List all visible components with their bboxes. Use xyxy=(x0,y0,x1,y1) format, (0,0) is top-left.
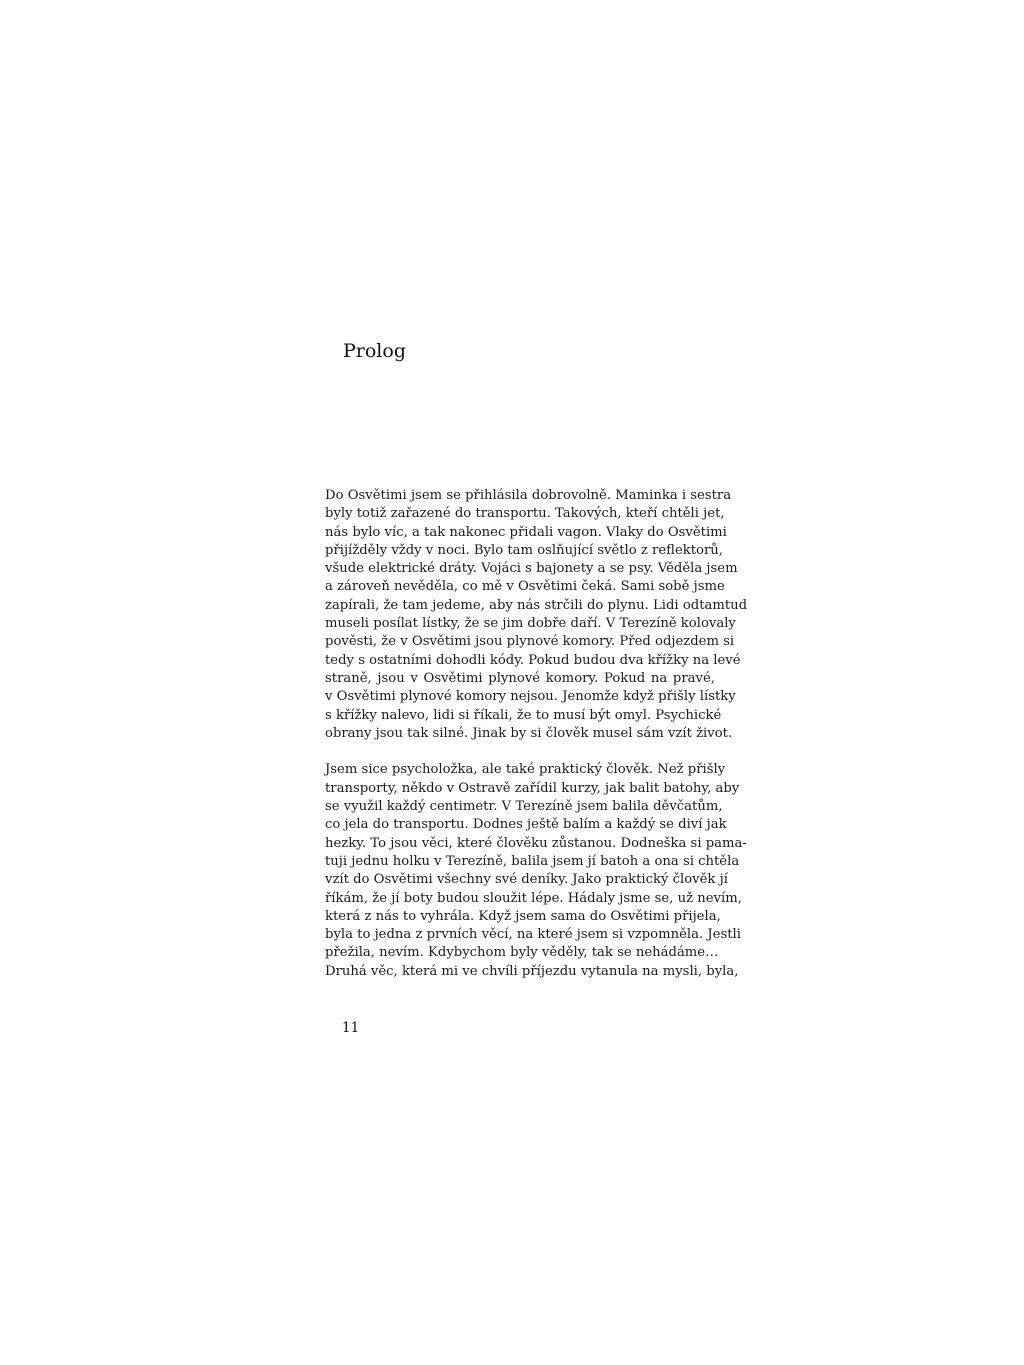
text-line: všude elektrické dráty. Vojáci s bajonety a se psy. Věděla jsem xyxy=(325,561,738,577)
text-line: hezky. To jsou věci, které člověku zůstanou. Dodneška si pama- xyxy=(325,835,747,851)
text-line: co jela do transportu. Dodnes ještě balím a každý se diví jak xyxy=(325,817,727,833)
chapter-body xyxy=(325,487,748,999)
text-line: pověsti, že v Osvětimi jsou plynové komory. Před odjezdem si xyxy=(325,634,735,650)
text-line: Do Osvětimi jsem se přihlásila dobrovolně. Maminka i sestra xyxy=(325,488,732,503)
paragraph-1 xyxy=(325,487,748,743)
page-number: 11 xyxy=(342,1020,360,1036)
text-line: s křížky nalevo, lidi si říkali, že to musí být omyl. Psychické xyxy=(325,707,722,723)
chapter-title: Prolog xyxy=(343,340,406,362)
text-line: obrany jsou tak silné. Jinak by si člověk musel sám vzít život. xyxy=(325,725,733,741)
paragraph-2 xyxy=(325,761,747,981)
text-line: říkám, že jí boty budou sloužit lépe. Hádaly jsme se, už nevím, xyxy=(325,890,742,906)
text-line: nás bylo víc, a tak nakonec přidali vagon. Vlaky do Osvětimi xyxy=(325,524,727,540)
text-line: Jsem sice psycholožka, ale také praktický člověk. Než přišly xyxy=(325,762,726,778)
text-line: tuji jednu holku v Terezíně, balila jsem jí batoh a ona si chtěla xyxy=(325,853,740,869)
text-line: v Osvětimi plynové komory nejsou. Jenomže když přišly lístky xyxy=(325,689,736,705)
text-line: byla to jedna z prvních věcí, na které jsem si vzpomněla. Jestli xyxy=(325,927,741,943)
text-line: která z nás to vyhrála. Když jsem sama do Osvětimi přijela, xyxy=(325,908,721,924)
text-line: a zároveň nevěděla, co mě v Osvětimi čeká. Sami sobě jsme xyxy=(325,579,725,595)
text-line: tedy s ostatními dohodli kódy. Pokud budou dva křížky na levé xyxy=(325,652,741,668)
text-line: zapírali, že tam jedeme, aby nás strčili do plynu. Lidi odtamtud xyxy=(325,597,748,613)
text-line: přijížděly vždy v noci. Bylo tam oslňující světlo z reflektorů, xyxy=(325,542,723,558)
text-line: vzít do Osvětimi všechny své deníky. Jako praktický člověk jí xyxy=(325,872,728,888)
text-line: museli posílat lístky, že se jim dobře daří. V Terezíně kolovaly xyxy=(325,616,736,632)
text-line: straně, jsou v Osvětimi plynové komory. Pokud na pravé, xyxy=(325,670,715,686)
text-line: přežila, nevím. Kdybychom byly věděly, tak se nehádáme… xyxy=(325,945,719,961)
text-line: se využil každý centimetr. V Terezíně jsem balila děvčatům, xyxy=(325,799,723,815)
text-line: byly totiž zařazené do transportu. Takových, kteří chtěli jet, xyxy=(325,506,725,522)
text-line: Druhá věc, která mi ve chvíli příjezdu vytanula na mysli, byla, xyxy=(325,963,739,979)
text-line: transporty, někdo v Ostravě zařídil kurzy, jak balit batohy, aby xyxy=(325,780,740,796)
